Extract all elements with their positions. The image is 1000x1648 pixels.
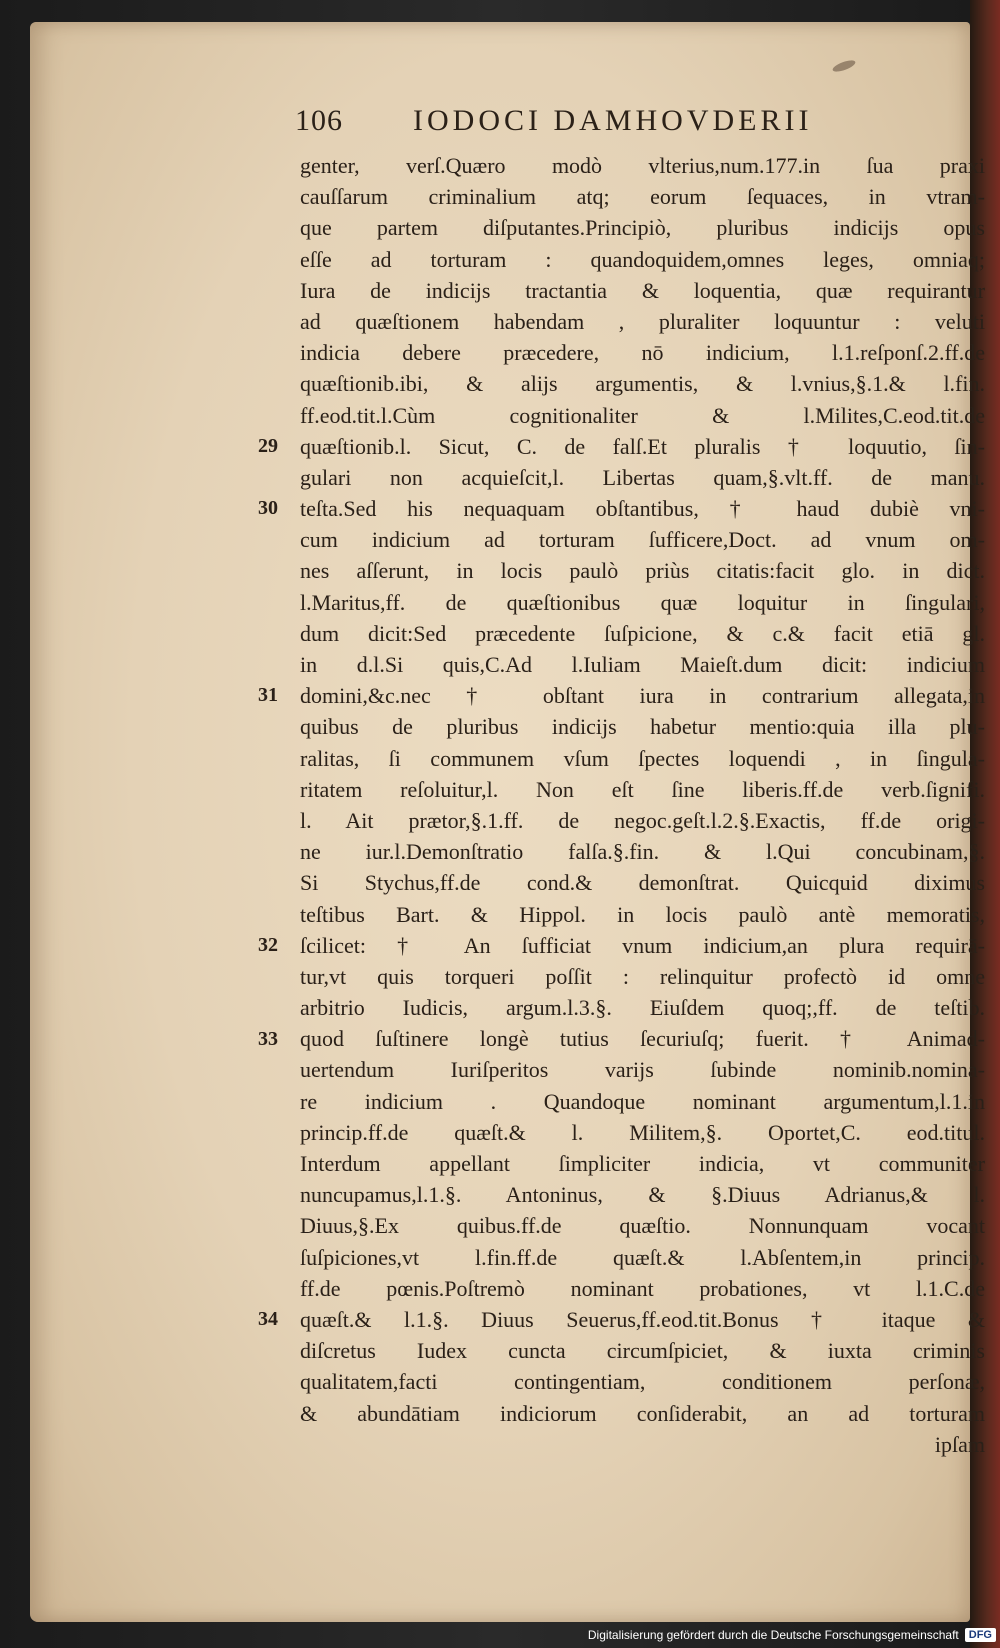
text-line: diſcretus Iudex cuncta circumſpiciet, & iuxta criminis: [300, 1338, 985, 1364]
text-line: que partem diſputantes.Principiò, pluribus indicijs opus: [300, 215, 985, 241]
text-line: princip.ff.de quæſt.& l. Militem,§. Oportet,C. eod.titul.: [300, 1119, 985, 1145]
text-line: re indicium . Quandoque nominant argumentum,l.1.in: [300, 1088, 985, 1114]
text-line: ne iur.l.Demonſtratio falſa.§.fin. & l.Qui concubinam,§.: [300, 839, 985, 865]
page-number: 106: [295, 104, 343, 137]
text-line: ritatem reſoluitur,l. Non eſt ſine liberis.ff.de verb.ſignifi.: [300, 776, 985, 802]
text-line: ſuſpiciones,vt l.fin.ff.de quæſt.& l.Abſentem,in princip.: [300, 1244, 985, 1270]
text-line: genter, verſ.Quæro modò vlterius,num.177.in ſua praxi: [300, 153, 985, 178]
text-line: arbitrio Iudicis, argum.l.3.§. Eiuſdem quoq;,ff. de teſtib.: [300, 995, 985, 1021]
text-line: ipſam: [934, 1431, 985, 1457]
text-line: indicia debere præcedere, nō indicium, l.1.reſponſ.2.ff.de: [300, 340, 985, 366]
text-line: quibus de pluribus indicijs habetur mentio:quia illa plu-: [300, 714, 985, 740]
text-line: ralitas, ſi communem vſum ſpectes loquendi , in ſingula-: [300, 745, 985, 771]
text-line: tur,vt quis torqueri poſſit : relinquitur profectò id omne: [300, 963, 985, 989]
text-line: Si Stychus,ff.de cond.& demonſtrat. Quicquid diximus: [300, 870, 985, 896]
text-line: ſcilicet: † An ſufficiat vnum indicium,an plura requirā-: [300, 932, 985, 958]
text-line: gulari non acquieſcit,l. Libertas quam,§.vlt.ff. de manu.: [300, 464, 985, 490]
text-line: ff.de pœnis.Poſtremò nominant probationes, vt l.1.C.de: [300, 1275, 985, 1301]
text-line: quæſtionib.ibi, & alijs argumentis, & l.vnius,§.1.& l.fin.: [300, 371, 985, 397]
marginal-number: 33: [258, 1027, 278, 1050]
text-line: domini,&c.nec † obſtant iura in contrarium allegata,in: [300, 683, 985, 709]
marginal-number: 29: [258, 434, 278, 457]
text-line: teſta.Sed his nequaquam obſtantibus, † haud dubiè vni-: [300, 496, 985, 522]
text-line: ff.eod.tit.l.Cùm cognitionaliter & l.Milites,C.eod.tit.de: [300, 402, 985, 428]
marginal-number: 31: [258, 684, 278, 707]
text-line: quæſtionib.l. Sicut, C. de falſ.Et pluralis † loquutio, ſin-: [300, 433, 985, 459]
text-line: & abundātiam indiciorum conſiderabit, an ad torturam: [300, 1400, 985, 1426]
funding-text: Digitalisierung gefördert durch die Deutsche Forschungsgemeinschaft: [587, 1628, 959, 1642]
text-line: Iura de indicijs tractantia & loquentia, quæ requirantur: [300, 277, 985, 303]
text-line: Interdum appellant ſimpliciter indicia, vt communiter: [300, 1151, 985, 1176]
running-title: IODOCI DAMHOVDERII: [413, 104, 813, 137]
text-line: dum dicit:Sed præcedente ſuſpicione, & c.& facit etiā gl.: [300, 620, 985, 646]
text-line: quæſt.& l.1.§. Diuus Seuerus,ff.eod.tit.Bonus † itaque &: [300, 1306, 985, 1332]
text-line: uertendum Iuriſperitos varijs ſubinde nominib.nomina-: [300, 1057, 985, 1083]
text-line: l. Ait prætor,§.1.ff. de negoc.geſt.l.2.§.Exactis, ff.de origi-: [300, 807, 985, 833]
text-line: ad quæſtionem habendam , pluraliter loquuntur : veluti: [300, 308, 985, 334]
dfg-logo: DFG: [965, 1628, 996, 1642]
footer-credit: [588, 1626, 996, 1644]
body-text: [300, 150, 985, 1460]
text-line: nes aſſerunt, in locis paulò priùs citatis:facit glo. in dict.: [300, 558, 985, 584]
text-line: quod ſuſtinere longè tutius ſecuriuſq; fuerit. † Animad-: [300, 1026, 985, 1052]
text-line: Diuus,§.Ex quibus.ff.de quæſtio. Nonnunquam vocant: [300, 1213, 985, 1239]
text-line: in d.l.Si quis,C.Ad l.Iuliam Maieſt.dum dicit: indicium: [300, 652, 985, 677]
marginal-number: 32: [258, 934, 278, 956]
text-line: l.Maritus,ff. de quæſtionibus quæ loquitur in ſingulari,: [300, 589, 985, 615]
marginal-number: 30: [258, 497, 278, 520]
text-line: qualitatem,facti contingentiam, conditionem perſonæ,: [300, 1369, 985, 1395]
page-header: [295, 104, 885, 144]
text-line: cauſſarum criminalium atq; eorum ſequaces, in vtram-: [300, 184, 985, 210]
marginal-number: 34: [258, 1308, 278, 1331]
text-line: nuncupamus,l.1.§. Antoninus, & §.Diuus Adrianus,& l.: [300, 1182, 985, 1208]
text-line: eſſe ad torturam : quandoquidem,omnes leges, omniaq;: [300, 246, 985, 272]
text-line: teſtibus Bart. & Hippol. in locis paulò antè memoratis,: [300, 901, 985, 927]
text-line: cum indicium ad torturam ſufficere,Doct. ad vnum om-: [300, 527, 985, 553]
